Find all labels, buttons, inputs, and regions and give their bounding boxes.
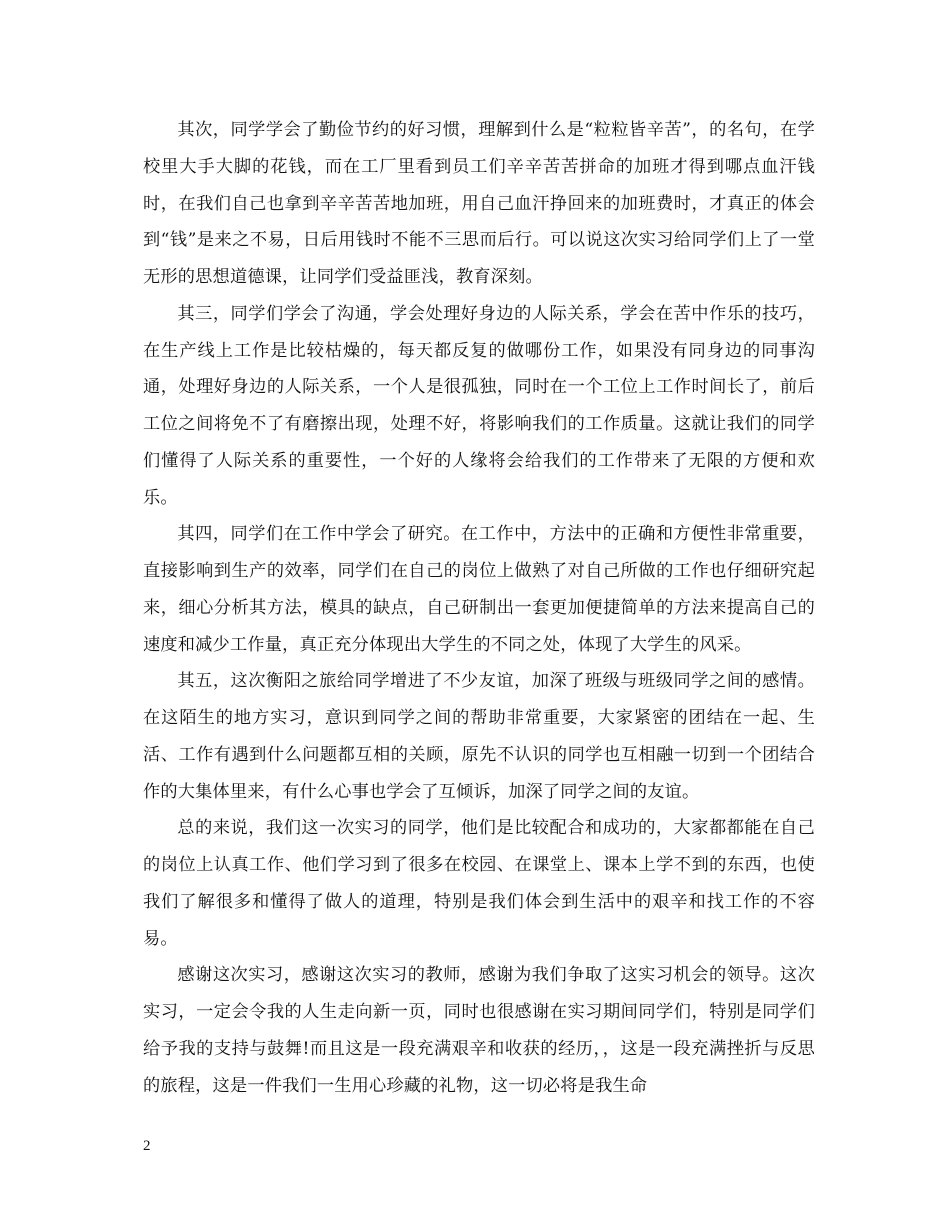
paragraph-thanks: 感谢这次实习，感谢这次实习的教师，感谢为我们争取了这实习机会的领导。这次实习，一定会令我的人生走向新一页，同时也很感谢在实习期间同学们，特别是同学们给予我的支持与鼓舞!而且这是一段充满艰辛和收获的经历，，这是一段充满挫折与反思的旅程，这是一件我们一生用心珍藏的礼物，这一切必将是我生命 [143, 965, 815, 1096]
paragraph-friendship: 其五，这次衡阳之旅给同学增进了不少友谊，加深了班级与班级同学之间的感情。在这陌生的地方实习，意识到同学之间的帮助非常重要，大家紧密的团结在一起、生活、工作有遇到什么问题都互相的关顾，原先不认识的同学也互相融一切到一个团结合作的大集体里来，有什么心事也学会了互倾诉，加深了同学之间的友谊。 [143, 671, 815, 802]
page-number: 2 [143, 1138, 151, 1154]
paragraph-communication: 其三，同学们学会了沟通，学会处理好身边的人际关系，学会在苦中作乐的技巧，在生产线上工作是比较枯燥的，每天都反复的做哪份工作，如果没有同身边的同事沟通，处理好身边的人际关系，一个人是很孤独，同时在一个工位上工作时间长了，前后工位之间将免不了有磨擦出现，处理不好，将影响我们的工作质量。这就让我们的同学们懂得了人际关系的重要性，一个好的人缘将会给我们的工作带来了无限的方便和欢乐。 [143, 303, 815, 508]
paragraph-summary: 总的来说，我们这一次实习的同学，他们是比较配合和成功的，大家都都能在自己的岗位上认真工作、他们学习到了很多在校园、在课堂上、课本上学不到的东西，也使我们了解很多和懂得了做人的道理，特别是我们体会到生活中的艰辛和找工作的不容易。 [143, 818, 815, 949]
paragraph-research: 其四，同学们在工作中学会了研究。在工作中，方法中的正确和方便性非常重要，直接影响到生产的效率，同学们在自己的岗位上做熟了对自己所做的工作也仔细研究起来，细心分析其方法，模具的缺点，自己研制出一套更加便捷简单的方法来提高自己的速度和减少工作量，真正充分体现出大学生的不同之处，体现了大学生的风采。 [143, 524, 815, 655]
document-body [143, 112, 815, 1104]
paragraph-frugality: 其次，同学学会了勤俭节约的好习惯，理解到什么是“粒粒皆辛苦”，的名句，在学校里大手大脚的花钱，而在工厂里看到员工们辛辛苦苦拼命的加班才得到哪点血汗钱时，在我们自己也拿到辛辛苦苦地加班，用自己血汗挣回来的加班费时，才真正的体会到“钱”是来之不易，日后用钱时不能不三思而后行。可以说这次实习给同学们上了一堂无形的思想道德课，让同学们受益匪浅，教育深刻。 [143, 120, 815, 287]
